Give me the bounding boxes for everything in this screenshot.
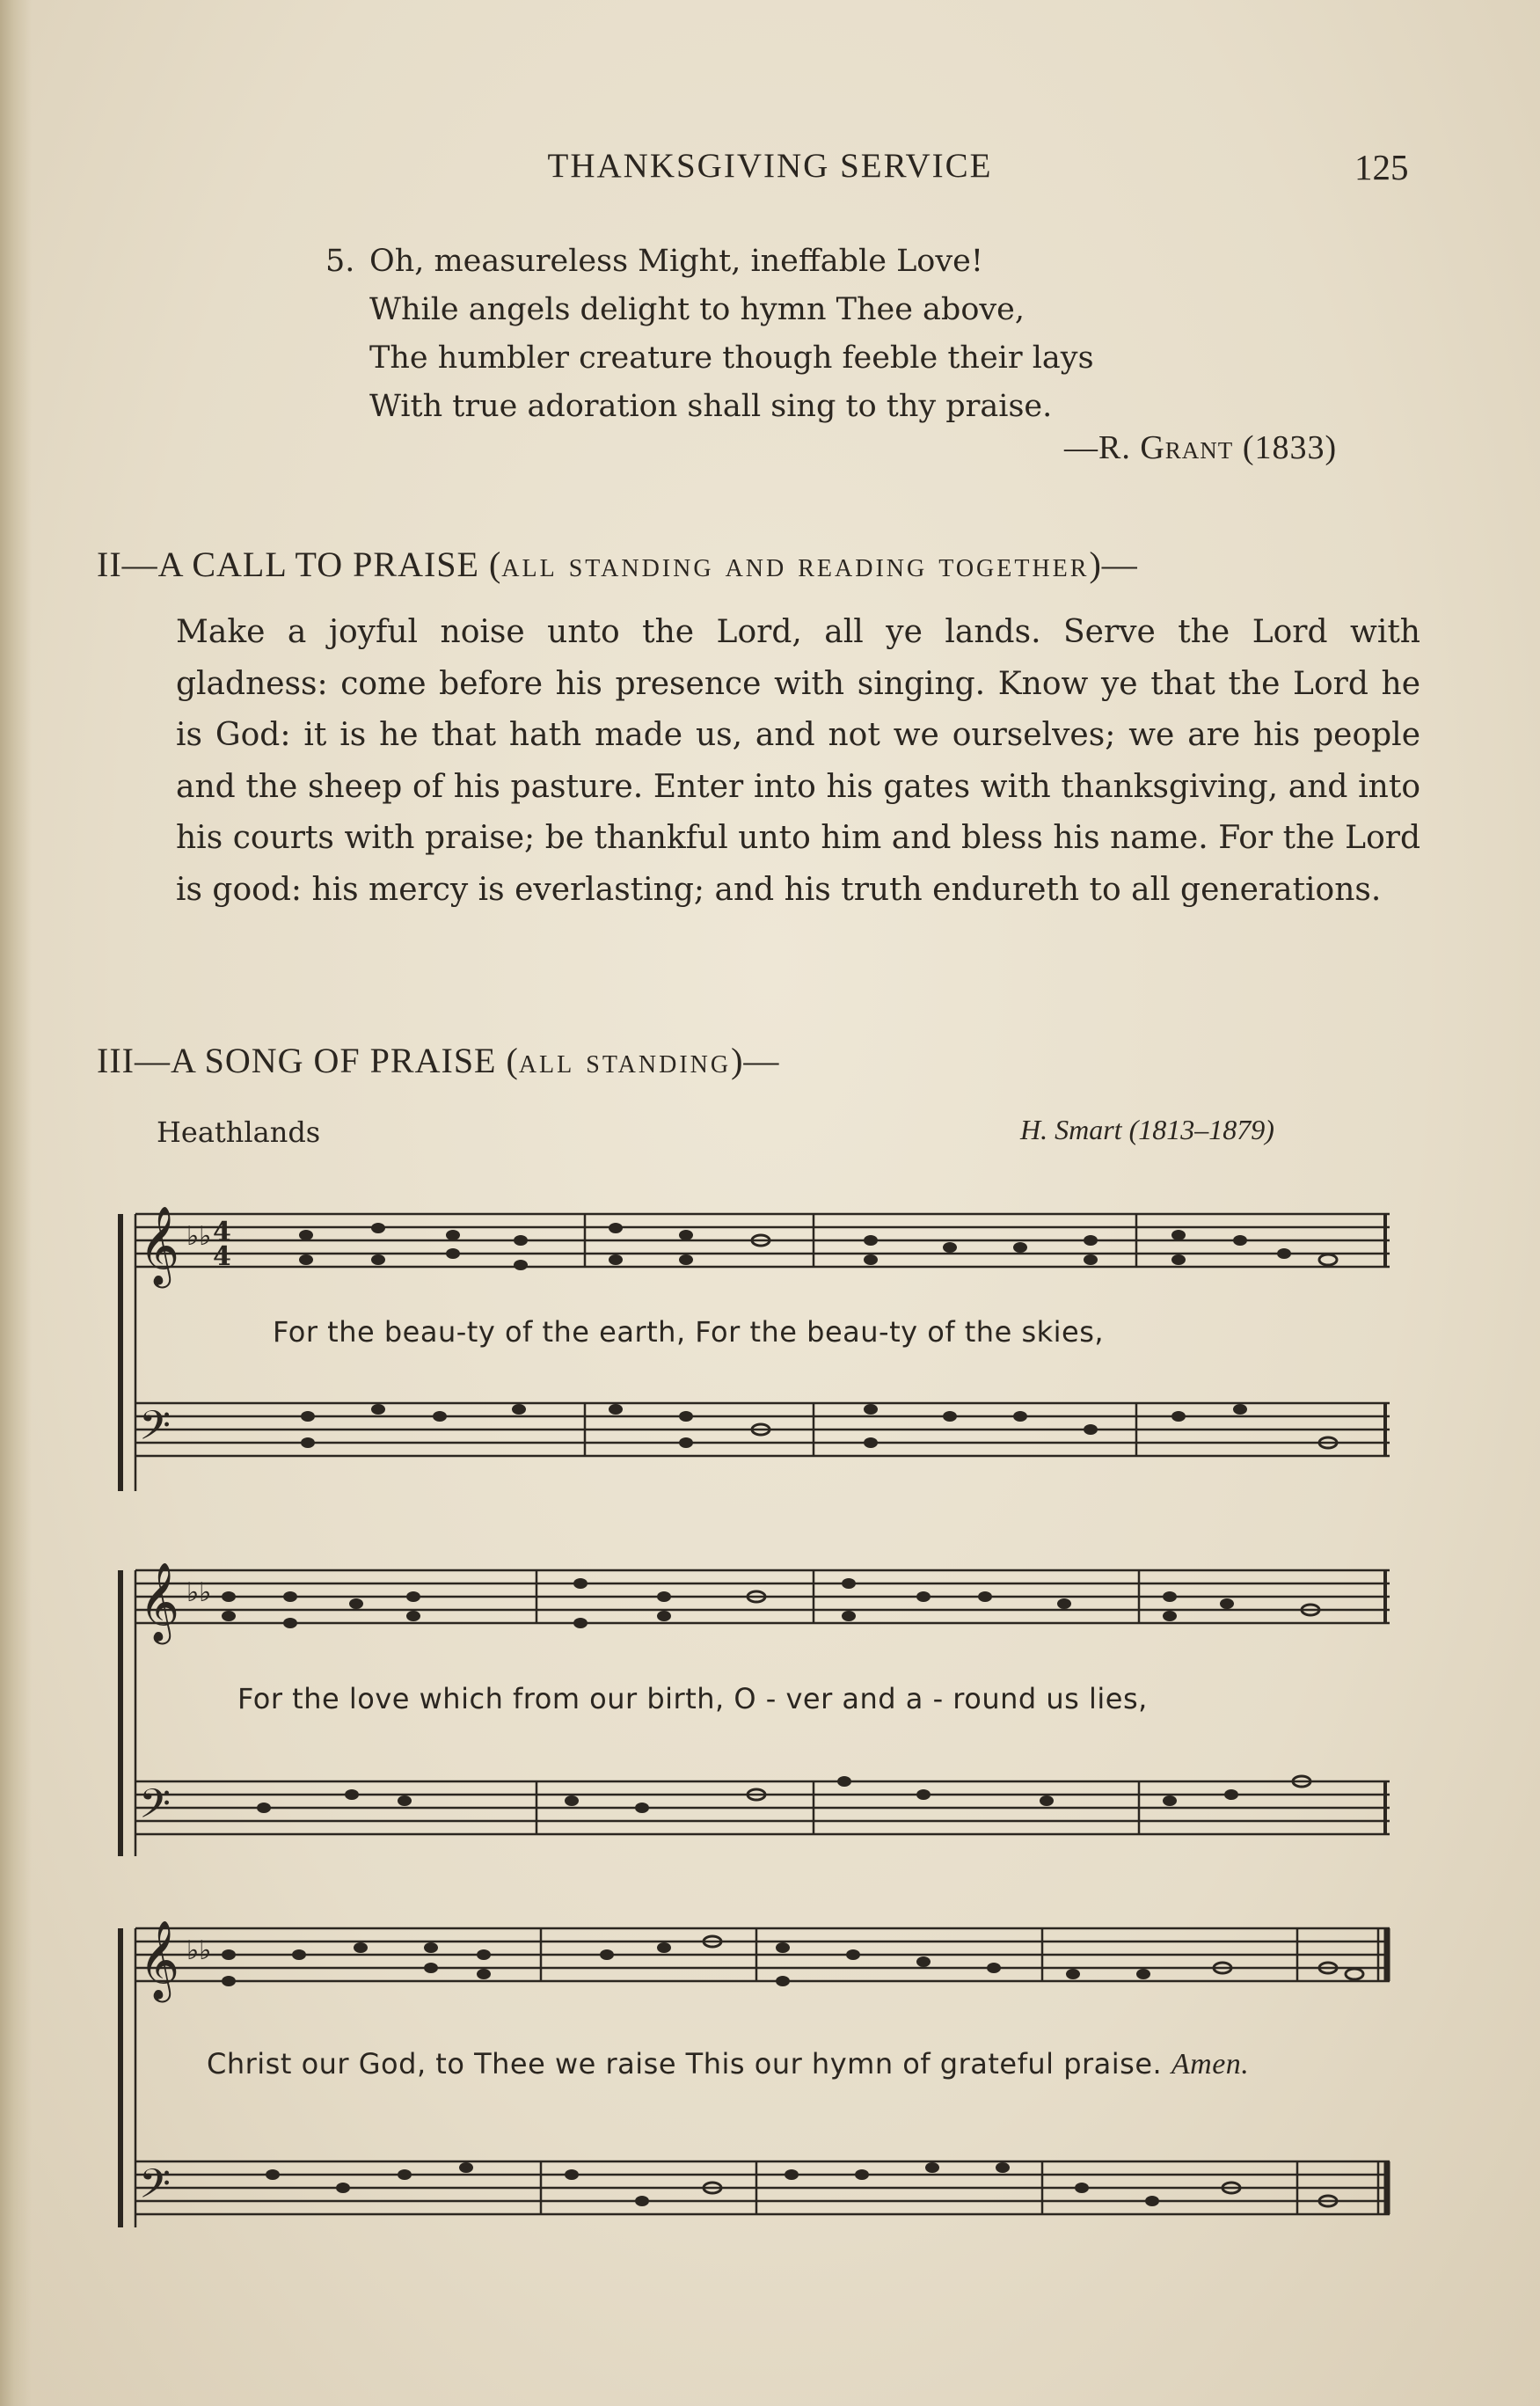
stanza-line-1 xyxy=(325,238,1094,286)
tune-name: Heathlands xyxy=(157,1115,321,1149)
stanza-line-4: With true adoration shall sing to thy praise. xyxy=(369,389,1053,424)
attribution-year: (1833) xyxy=(1233,429,1338,466)
lyric-line-3-text: Christ our God, to Thee we raise This our hymn of grateful praise. xyxy=(207,2047,1163,2081)
stanza-attribution xyxy=(1064,428,1337,467)
bass-staff-2 xyxy=(135,1781,1390,1834)
section-2-heading xyxy=(97,544,1138,585)
composer-credit: H. Smart (1813–1879) xyxy=(1020,1114,1274,1145)
bass-staff-3 xyxy=(135,2161,1390,2214)
stanza-number: 5. xyxy=(325,244,355,279)
stanza-line-1-text: Oh, measureless Might, ineffable Love! xyxy=(369,244,983,279)
amen-label: Amen. xyxy=(1171,2048,1250,2081)
section-2-heading-end: )— xyxy=(1089,545,1138,584)
treble-clef-icon: 𝄞 xyxy=(139,1206,180,1285)
stanza-line-2: While angels delight to hymn Thee above, xyxy=(369,292,1025,327)
bass-clef-icon: 𝄢 xyxy=(139,1781,172,1838)
hymn-stanza xyxy=(325,238,1094,431)
bass-clef-icon: 𝄢 xyxy=(139,2161,172,2218)
page-number: 125 xyxy=(1354,147,1409,187)
bass-clef-icon: 𝄢 xyxy=(139,1402,172,1459)
section-2-direction: all standing and reading together xyxy=(501,545,1090,584)
lyric-line-1: For the beau-ty of the earth, For the beau-ty of the skies, xyxy=(273,1315,1105,1349)
section-3-heading-end: )— xyxy=(731,1041,780,1080)
treble-staff-3 xyxy=(135,1928,1390,1981)
running-title: THANKSGIVING SERVICE xyxy=(547,147,993,185)
key-signature-flats: ♭♭ xyxy=(186,1577,212,1608)
page-binding-shadow xyxy=(0,0,32,2406)
key-signature-flats: ♭♭ xyxy=(186,1935,212,1966)
svg-text:4: 4 xyxy=(213,1241,231,1272)
treble-staff-2 xyxy=(135,1570,1390,1623)
section-3-heading xyxy=(97,1040,779,1081)
attribution-name: Grant xyxy=(1140,429,1234,466)
attribution-prefix: —R. xyxy=(1064,429,1141,466)
key-signature-flats: ♭♭ xyxy=(186,1221,212,1252)
lyric-line-3 xyxy=(207,2047,1249,2081)
stanza-line-3: The humbler creature though feeble their lays xyxy=(369,340,1094,376)
call-to-praise-text: Make a joyful noise unto the Lord, all ye lands. Serve the Lord with gladness: come before his presence with singing. Know ye that the Lord he is God: it is he that hath made us, and not we ourselves; we are his people and the sheep of his pasture. Enter into his gates with thanksgiving, and into his courts with praise; be thankful unto him and bless his name. For the Lord is good: his mercy is everlasting; and his truth endureth to all generations. xyxy=(176,614,1420,908)
treble-clef-icon: 𝄞 xyxy=(139,1562,180,1642)
section-3-direction: all standing xyxy=(518,1041,732,1080)
treble-clef-icon: 𝄞 xyxy=(139,1920,180,2000)
time-signature: 4 xyxy=(213,1217,231,1247)
treble-staff-1 xyxy=(135,1214,1390,1267)
music-system-3 xyxy=(114,1902,1398,2271)
section-2-title: II—A CALL TO PRAISE ( xyxy=(97,545,502,584)
section-3-title: III—A SONG OF PRAISE ( xyxy=(97,1041,519,1080)
bass-staff-1 xyxy=(135,1403,1390,1456)
lyric-line-2: For the love which from our birth, O - ver and a - round us lies, xyxy=(237,1682,1148,1715)
